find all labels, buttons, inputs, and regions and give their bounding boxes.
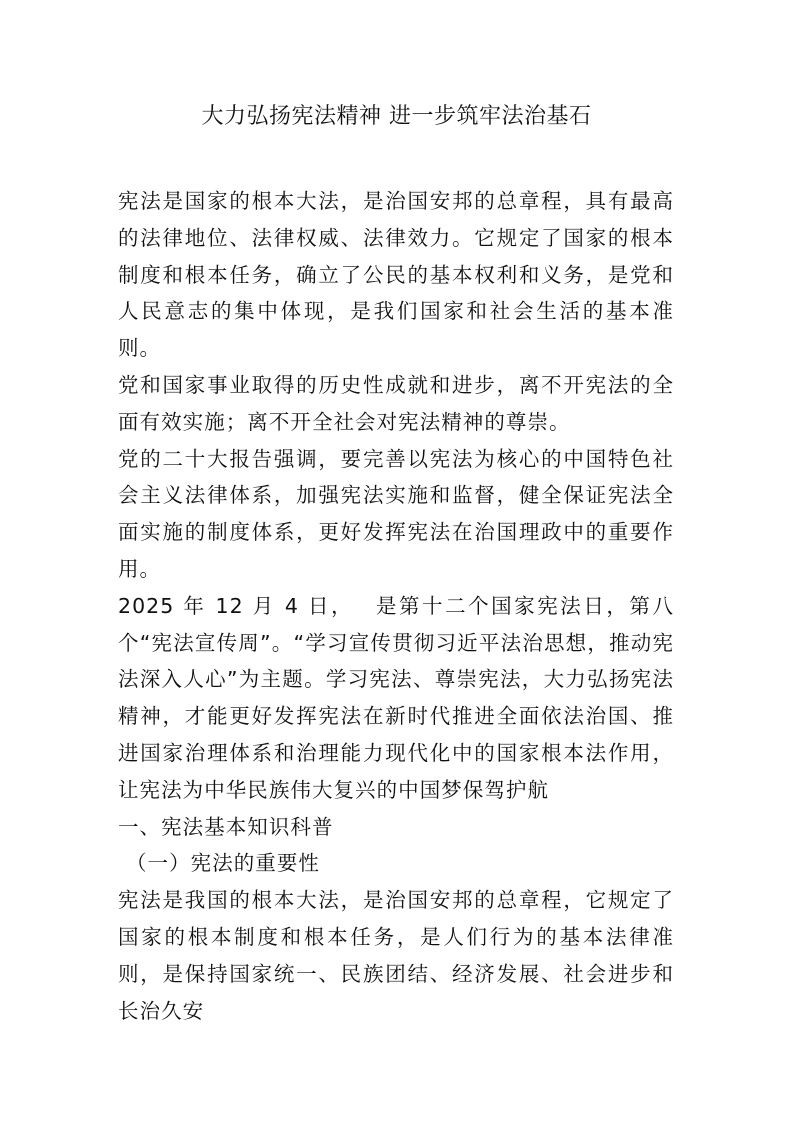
- paragraph-importance: 宪法是我国的根本大法，是治国安邦的总章程，它规定了国家的根本制度和根本任务，是人们行为的基本法律准则，是保持国家统一、民族团结、经济发展、社会进步和长治久安: [118, 888, 674, 1023]
- paragraph-congress-report: 党的二十大报告强调，要完善以宪法为核心的中国特色社会主义法律体系，加强宪法实施和监督，健全保证宪法全面实施的制度体系，更好发挥宪法在治国理政中的重要作用。: [118, 446, 674, 581]
- section-heading: 一、宪法基本知识科普: [118, 814, 334, 839]
- document-body: [118, 183, 674, 1029]
- document-title: 大力弘扬宪法精神 进一步筑牢法治基石: [201, 104, 592, 129]
- paragraph-constitution-day: 2025 年 12 月 4 日， 是第十二个国家宪法日，第八个“宪法宣传周”。“学习宣传贯彻习近平法治思想，推动宪法深入人心”为主题。学习宪法、尊崇宪法，大力弘扬宪法精神，才能更好发挥宪法在新时代推进全面依法治国、推进国家治理体系和治理能力现代化中的国家根本法作用，让宪法为中华民族伟大复兴的中国梦保驾护航: [118, 593, 674, 802]
- subsection-heading: （一）宪法的重要性: [126, 851, 320, 876]
- paragraph-constitution-definition: 宪法是国家的根本大法，是治国安邦的总章程，具有最高的法律地位、法律权威、法律效力。它规定了国家的根本制度和根本任务，确立了公民的基本权利和义务，是党和人民意志的集中体现，是我们国家和社会生活的基本准则。: [118, 189, 674, 361]
- paragraph-achievements: 党和国家事业取得的历史性成就和进步，离不开宪法的全面有效实施；离不开全社会对宪法精神的尊崇。: [118, 372, 674, 434]
